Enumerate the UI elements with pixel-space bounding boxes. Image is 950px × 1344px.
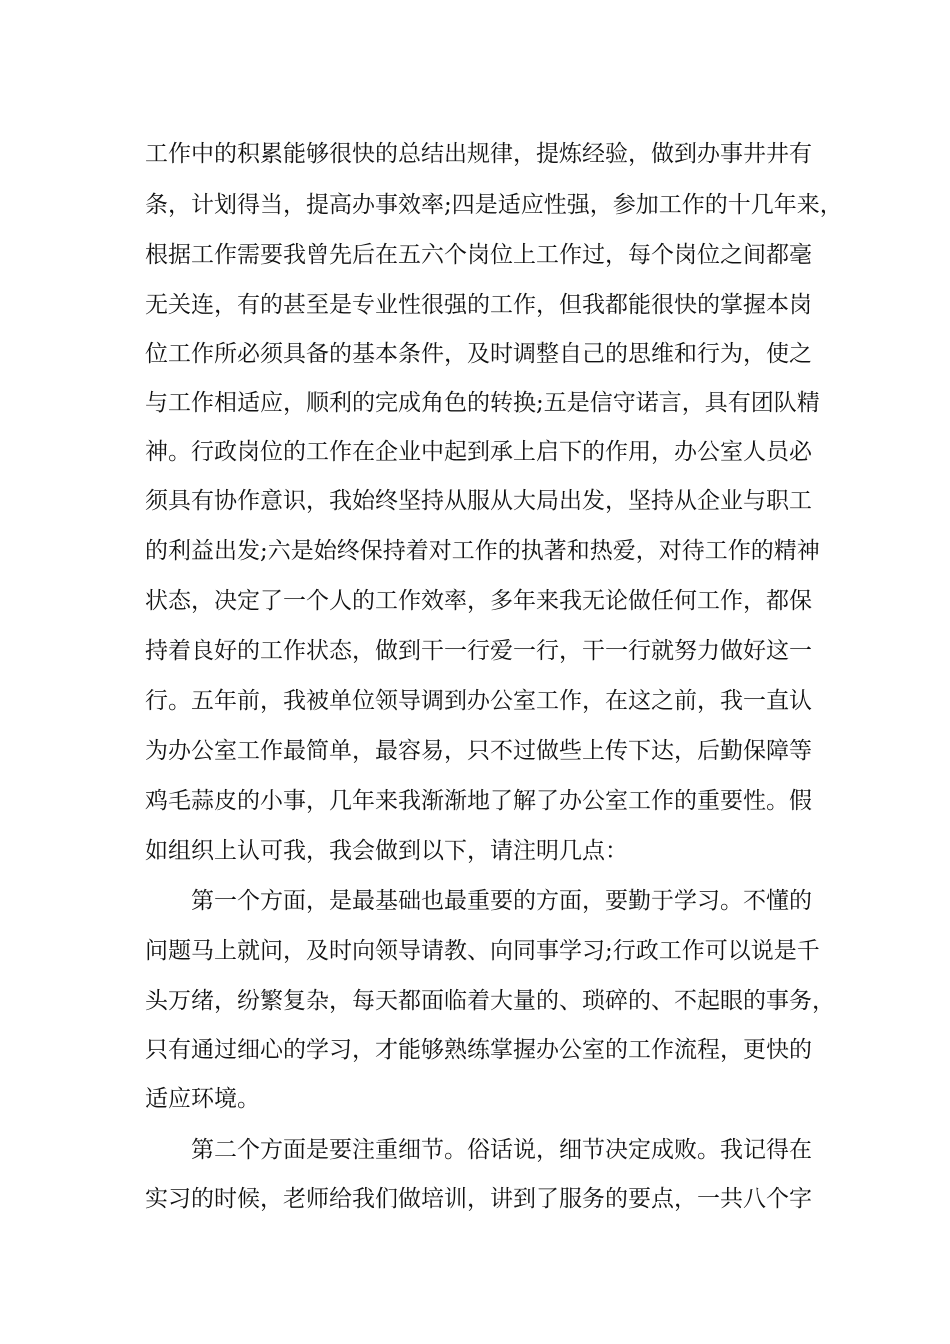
text-line: 头万绪，纷繁复杂，每天都面临着大量的、琐碎的、不起眼的事务，: [145, 988, 835, 1014]
text-line: 工作中的积累能够很快的总结出规律，提炼经验，做到办事井井有: [145, 141, 812, 167]
text-line: 条，计划得当，提高办事效率;四是适应性强，参加工作的十几年来，: [145, 192, 843, 218]
paragraph-first-line: 第一个方面，是最基础也最重要的方面，要勤于学习。不懂的: [191, 888, 812, 914]
text-line: 持着良好的工作状态，做到干一行爱一行，干一行就努力做好这一: [145, 638, 812, 664]
text-line: 问题马上就问，及时向领导请教、向同事学习;行政工作可以说是千: [145, 938, 820, 964]
text-line: 只有通过细心的学习，才能够熟练掌握办公室的工作流程，更快的: [145, 1037, 812, 1063]
text-line: 的利益出发;六是始终保持着对工作的执著和热爱，对待工作的精神: [145, 538, 820, 564]
text-line: 须具有协作意识，我始终坚持从服从大局出发，坚持从企业与职工: [145, 488, 812, 514]
text-line: 为办公室工作最简单，最容易，只不过做些上传下达，后勤保障等: [145, 738, 812, 764]
text-line: 状态，决定了一个人的工作效率，多年来我无论做任何工作，都保: [145, 588, 812, 614]
text-line: 无关连，有的甚至是专业性很强的工作，但我都能很快的掌握本岗: [145, 292, 812, 318]
text-line: 位工作所必须具备的基本条件，及时调整自己的思维和行为，使之: [145, 341, 812, 367]
text-line: 如组织上认可我，我会做到以下，请注明几点：: [145, 838, 628, 864]
text-line: 与工作相适应，顺利的完成角色的转换;五是信守诺言，具有团队精: [145, 390, 820, 416]
paragraph-first-line: 第二个方面是要注重细节。俗话说，细节决定成败。我记得在: [191, 1137, 812, 1163]
text-line: 根据工作需要我曾先后在五六个岗位上工作过，每个岗位之间都毫: [145, 242, 812, 268]
text-line: 鸡毛蒜皮的小事，几年来我渐渐地了解了办公室工作的重要性。假: [145, 788, 812, 814]
text-line: 神。行政岗位的工作在企业中起到承上启下的作用，办公室人员必: [145, 439, 812, 465]
text-line: 适应环境。: [145, 1086, 260, 1112]
text-line: 实习的时候，老师给我们做培训，讲到了服务的要点，一共八个字: [145, 1186, 812, 1212]
text-line: 行。五年前，我被单位领导调到办公室工作，在这之前，我一直认: [145, 688, 812, 714]
